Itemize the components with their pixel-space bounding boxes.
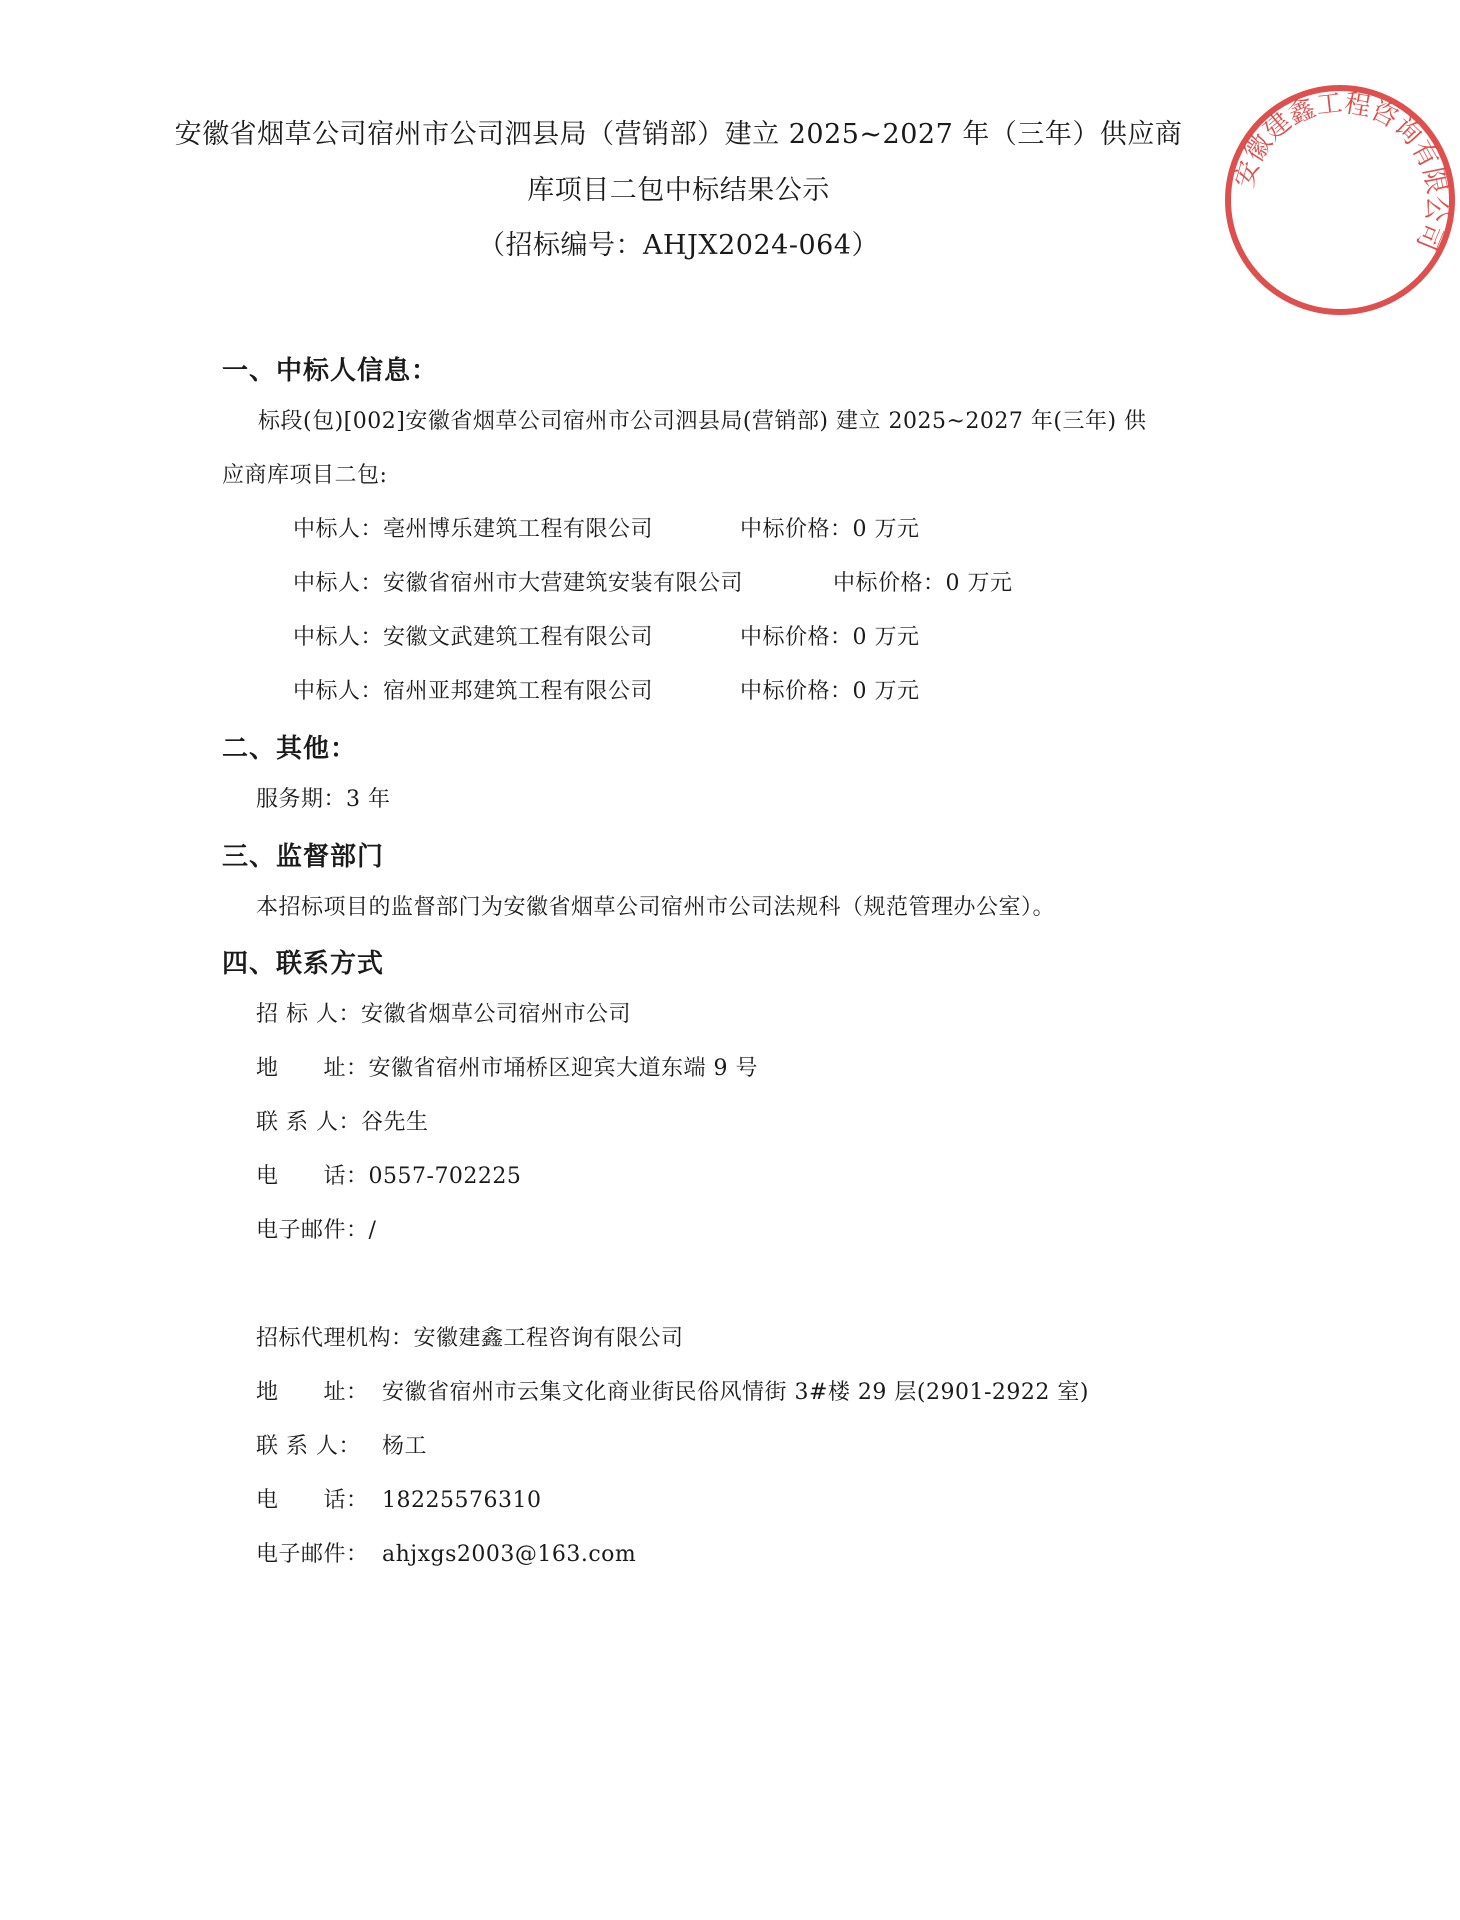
section1-intro-line2: 应商库项目二包: — [222, 463, 388, 488]
field-value: 杨工 — [382, 1434, 428, 1459]
title-line-1: 安徽省烟草公司宿州市公司泗县局（营销部）建立 2025~2027 年（三年）供应商 — [174, 119, 1183, 150]
field-value: 安徽省宿州市埇桥区迎宾大道东端 9 号 — [368, 1056, 759, 1081]
section3-heading: 三、监督部门 — [222, 842, 385, 872]
section1-heading: 一、中标人信息： — [222, 356, 439, 386]
field-label: 招标代理机构： — [256, 1326, 414, 1351]
agency-contact — [256, 1429, 427, 1460]
field-label: 电子邮件： — [256, 1542, 369, 1567]
winner-label: 中标人： — [293, 571, 384, 596]
tenderer-contact — [256, 1105, 429, 1136]
tender-number: （招标编号：AHJX2024-064） — [478, 230, 879, 261]
winner-row — [293, 512, 653, 543]
winner-name: 安徽省宿州市大营建筑安装有限公司 — [383, 571, 744, 596]
winner-name: 宿州亚邦建筑工程有限公司 — [383, 679, 654, 704]
winner-label: 中标人： — [293, 517, 384, 542]
field-label: 地 址： — [256, 1056, 369, 1081]
field-value: 安徽省宿州市云集文化商业街民俗风情街 3#楼 29 层(2901-2922 室) — [382, 1380, 1089, 1405]
agency-email — [256, 1537, 636, 1568]
field-value: 0557-702225 — [368, 1164, 522, 1189]
field-label: 电 话： — [256, 1488, 369, 1513]
winner-price — [740, 674, 920, 705]
supervision-text: 本招标项目的监督部门为安徽省烟草公司宿州市公司法规科（规范管理办公室）。 — [256, 895, 1056, 920]
field-label: 电 话： — [256, 1164, 369, 1189]
field-value: ahjxgs2003@163.com — [382, 1542, 637, 1567]
service-period: 服务期：3 年 — [256, 787, 391, 812]
winner-row — [293, 566, 743, 597]
section4-heading: 四、联系方式 — [222, 949, 385, 979]
company-seal-stamp — [1220, 80, 1460, 320]
agency-address — [256, 1375, 1089, 1406]
section1-intro-line1: 标段(包)[002]安徽省烟草公司宿州市公司泗县局(营销部) 建立 2025~2027 年(三年) 供 — [258, 409, 1147, 434]
tenderer-name — [256, 997, 631, 1028]
tenderer-email — [256, 1213, 376, 1244]
field-value: 谷先生 — [361, 1110, 429, 1135]
field-value: 安徽省烟草公司宿州市公司 — [361, 1002, 632, 1027]
winner-label: 中标人： — [293, 679, 384, 704]
field-value: 安徽建鑫工程咨询有限公司 — [413, 1326, 684, 1351]
field-label: 招 标 人： — [256, 1002, 361, 1027]
section2-heading: 二、其他： — [222, 734, 358, 764]
price-value: 0 万元 — [852, 517, 920, 542]
winner-price — [740, 512, 920, 543]
winner-row — [293, 620, 653, 651]
field-label: 联 系 人： — [256, 1110, 361, 1135]
price-value: 0 万元 — [852, 679, 920, 704]
title-line-2: 库项目二包中标结果公示 — [527, 175, 830, 206]
price-value: 0 万元 — [852, 625, 920, 650]
price-value: 0 万元 — [945, 571, 1013, 596]
price-label: 中标价格： — [740, 679, 853, 704]
price-label: 中标价格： — [833, 571, 946, 596]
winner-price — [833, 566, 1013, 597]
tenderer-address — [256, 1051, 758, 1082]
winner-label: 中标人： — [293, 625, 384, 650]
field-label: 地 址： — [256, 1380, 369, 1405]
field-label: 联 系 人： — [256, 1434, 361, 1459]
price-label: 中标价格： — [740, 625, 853, 650]
winner-row — [293, 674, 653, 705]
price-label: 中标价格： — [740, 517, 853, 542]
svg-text:安徽建鑫工程咨询有限公司: 安徽建鑫工程咨询有限公司 — [1229, 88, 1452, 255]
tenderer-phone — [256, 1159, 521, 1190]
winner-name: 亳州博乐建筑工程有限公司 — [383, 517, 654, 542]
agency-name — [256, 1321, 684, 1352]
winner-price — [740, 620, 920, 651]
field-value: / — [368, 1218, 377, 1243]
field-label: 电子邮件： — [256, 1218, 369, 1243]
winner-name: 安徽文武建筑工程有限公司 — [383, 625, 654, 650]
field-value: 18225576310 — [382, 1488, 542, 1513]
agency-phone — [256, 1483, 541, 1514]
